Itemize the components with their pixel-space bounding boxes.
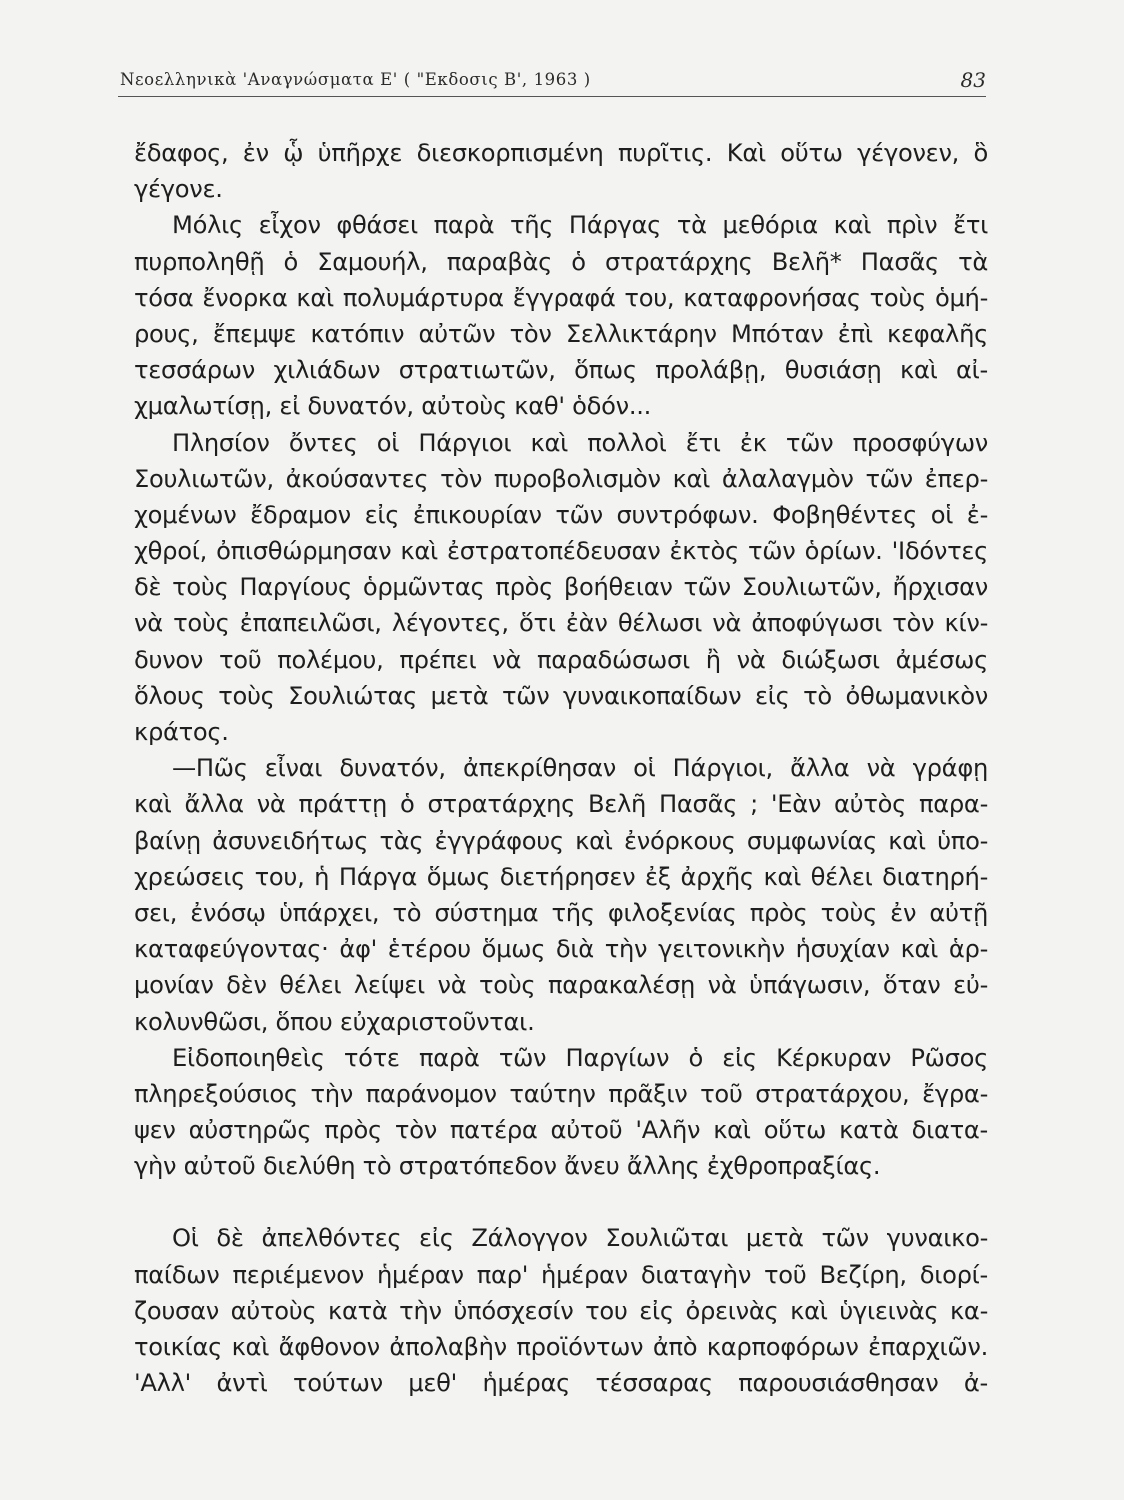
page-header	[118, 66, 986, 97]
text-line: ὅλους τοὺς Σουλιώτας μετὰ τῶν γυναικοπαίδων εἰς τὸ ὀθωμανικὸν	[134, 681, 988, 710]
paragraph	[134, 135, 988, 207]
paragraph	[134, 207, 988, 424]
text-line: σει, ἐνόσῳ ὑπάρχει, τὸ σύστημα τῆς φιλοξενίας πρὸς τοὺς ἐν αὐτῇ	[134, 898, 988, 927]
text-line: πληρεξούσιος τὴν παράνομον ταύτην πρᾶξιν τοῦ στρατάρχου, ἔγρα-	[134, 1079, 988, 1108]
text-line: γέγονε.	[134, 175, 223, 204]
text-line: καὶ ἄλλα νὰ πράττῃ ὁ στρατάρχης Βελῆ Πασᾶς ; 'Εὰν αὐτὸς παρα-	[134, 790, 988, 819]
text-line: τοικίας καὶ ἄφθονον ἀπολαβὴν προϊόντων ἀπὸ καρποφόρων ἐπαρχιῶν.	[134, 1333, 988, 1361]
page-number: 83	[960, 68, 986, 92]
text-line: 'Αλλ' ἀντὶ τούτων μεθ' ἡμέρας τέσσαρας παρουσιάσθησαν ἀ-	[134, 1369, 988, 1398]
body-text	[134, 135, 988, 1401]
text-line: ζουσαν αὐτοὺς κατὰ τὴν ὑπόσχεσίν του εἰς ὀρεινὰς καὶ ὑγιεινὰς κα-	[134, 1296, 988, 1325]
paragraph	[134, 1040, 988, 1185]
paragraph-gap	[134, 1184, 988, 1220]
paragraph	[134, 750, 988, 1040]
text-line: καταφεύγοντας· ἀφ' ἑτέρου ὅμως διὰ τὴν γειτονικὴν ἡσυχίαν καὶ ἁρ-	[134, 935, 988, 964]
text-line: χθροί, ὀπισθώρμησαν καὶ ἐστρατοπέδευσαν ἐκτὸς τῶν ὁρίων. 'Ιδόντες	[134, 537, 988, 566]
text-line: τεσσάρων χιλιάδων στρατιωτῶν, ὅπως προλάβῃ, θυσιάσῃ καὶ αἰ-	[134, 356, 988, 385]
text-line: Οἱ δὲ ἀπελθόντες εἰς Ζάλογγον Σουλιῶται μετὰ τῶν γυναικο-	[172, 1224, 988, 1253]
text-line: ψεν αὐστηρῶς πρὸς τὸν πατέρα αὐτοῦ 'Αλῆν καὶ οὕτω κατὰ διατα-	[134, 1116, 988, 1145]
text-line: βαίνῃ ἀσυνειδήτως τὰς ἐγγράφους καὶ ἐνόρκους συμφωνίας καὶ ὑπο-	[134, 826, 988, 855]
text-line: γὴν αὐτοῦ διελύθη τὸ στρατόπεδον ἄνευ ἄλλης ἐχθροπραξίας.	[134, 1152, 881, 1181]
text-line: χομένων ἔδραμον εἰς ἐπικουρίαν τῶν συντρόφων. Φοβηθέντες οἱ ἐ-	[134, 500, 988, 529]
text-line: νὰ τοὺς ἐπαπειλῶσι, λέγοντες, ὅτι ἐὰν θέλωσι νὰ ἀποφύγωσι τὸν κίν-	[134, 609, 988, 638]
text-line: Σουλιωτῶν, ἀκούσαντες τὸν πυροβολισμὸν καὶ ἀλαλαγμὸν τῶν ἐπερ-	[134, 464, 988, 493]
paragraph	[134, 1220, 988, 1401]
text-line: δὲ τοὺς Παργίους ὁρμῶντας πρὸς βοήθειαν τῶν Σουλιωτῶν, ἤρχισαν	[134, 573, 988, 602]
text-line: Εἰδοποιηθεὶς τότε παρὰ τῶν Παργίων ὁ εἰς Κέρκυραν Ρῶσος	[172, 1043, 988, 1072]
text-line: χρεώσεις του, ἡ Πάργα ὅμως διετήρησεν ἐξ ἀρχῆς καὶ θέλει διατηρή-	[134, 862, 988, 891]
text-line: ρους, ἔπεμψε κατόπιν αὐτῶν τὸν Σελλικτάρην Μπόταν ἐπὶ κεφαλῆς	[134, 319, 988, 348]
text-line: ἔδαφος, ἐν ᾧ ὑπῆρχε διεσκορπισμένη πυρῖτις. Καὶ οὕτω γέγονεν, ὃ	[134, 139, 988, 167]
text-line: χμαλωτίσῃ, εἰ δυνατόν, αὐτοὺς καθ' ὁδόν...	[134, 392, 651, 421]
text-line: τόσα ἔνορκα καὶ πολυμάρτυρα ἔγγραφά του, καταφρονήσας τοὺς ὁμή-	[134, 283, 988, 312]
text-line: κολυνθῶσι, ὅπου εὐχαριστοῦνται.	[134, 1007, 535, 1036]
text-line: —Πῶς εἶναι δυνατόν, ἀπεκρίθησαν οἱ Πάργιοι, ἄλλα νὰ γράφῃ	[172, 754, 988, 783]
text-line: μονίαν δὲν θέλει λείψει νὰ τοὺς παρακαλέσῃ νὰ ὑπάγωσιν, ὅταν εὐ-	[134, 971, 988, 1000]
paragraph	[134, 425, 988, 751]
running-title: Νεοελληνικὰ 'Αναγνώσματα Ε' ( "Εκδοσις Β', 1963 )	[120, 70, 591, 89]
text-line: πυρποληθῇ ὁ Σαμουήλ, παραβὰς ὁ στρατάρχης Βελῆ* Πασᾶς τὰ	[134, 247, 988, 276]
text-line: Πλησίον ὄντες οἱ Πάργιοι καὶ πολλοὶ ἔτι ἐκ τῶν προσφύγων	[172, 428, 988, 457]
text-line: παίδων περιέμενον ἡμέραν παρ' ἡμέραν διαταγὴν τοῦ Βεζίρη, διορί-	[134, 1260, 988, 1289]
text-line: κράτος.	[134, 718, 229, 746]
text-line: δυνον τοῦ πολέμου, πρέπει νὰ παραδώσωσι ἢ νὰ διώξωσι ἀμέσως	[134, 645, 988, 674]
text-line: Μόλις εἶχον φθάσει παρὰ τῆς Πάργας τὰ μεθόρια καὶ πρὶν ἔτι	[172, 211, 988, 240]
